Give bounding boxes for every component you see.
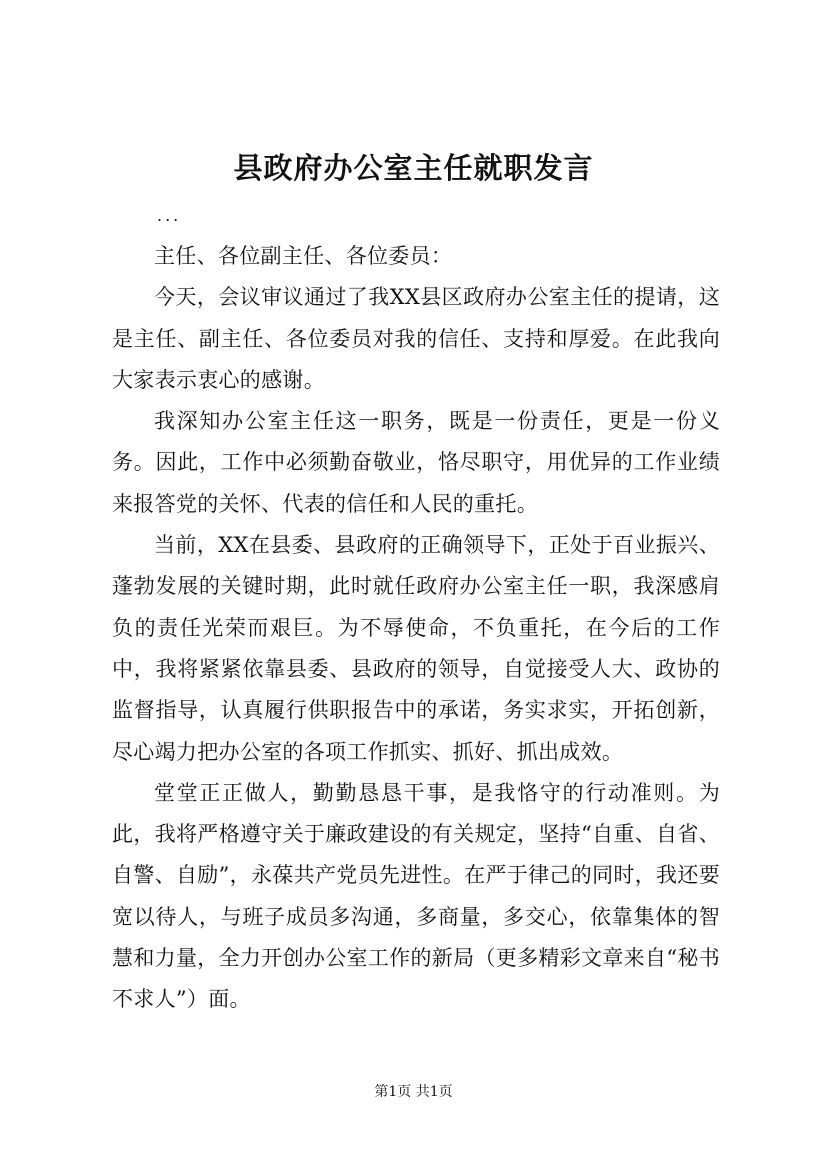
- page-title: 县政府办公室主任就职发言: [233, 151, 594, 185]
- paragraph-2: 我深知办公室主任这一职务，既是一份责任，更是一份义务。因此，工作中必须勤奋敬业，恪尽职守，用优异的工作业绩来报答党的关怀、代表的信任和人民的重托。: [112, 409, 720, 516]
- paragraph-salutation: 主任、各位副主任、各位委员：: [154, 244, 453, 268]
- document-body: [112, 236, 720, 1021]
- page-footer: 第1页 共1页: [374, 1084, 453, 1100]
- paragraph-4: 堂堂正正做人，勤勤恳恳干事，是我恪守的行动准则。为此，我将严格遵守关于廉政建设的有关规定，坚持“自重、自省、自警、自励”，永葆共产党员先进性。在严于律己的同时，我还要宽以待人，与班子成员多沟通，多商量，多交心，依靠集体的智慧和力量，全力开创办公室工作的新局（更多精彩文章来自“秘书不求人”）面。: [112, 780, 720, 1012]
- paragraph-1: 今天，会议审议通过了我XX县区政府办公室主任的提请，这是主任、副主任、各位委员对我的信任、支持和厚爱。在此我向大家表示衷心的感谢。: [112, 285, 720, 392]
- paragraph-3: 当前，XX在县委、县政府的正确领导下，正处于百业振兴、蓬勃发展的关键时期，此时就任政府办公室主任一职，我深感肩负的责任光荣而艰巨。为不辱使命，不负重托，在今后的工作中，我将紧紧依靠县委、县政府的领导，自觉接受人大、政协的监督指导，认真履行供职报告中的承诺，务实求实，开拓创新，尽心竭力把办公室的各项工作抓实、抓好、抓出成效。: [112, 533, 720, 764]
- ellipsis-text: ...: [157, 206, 182, 225]
